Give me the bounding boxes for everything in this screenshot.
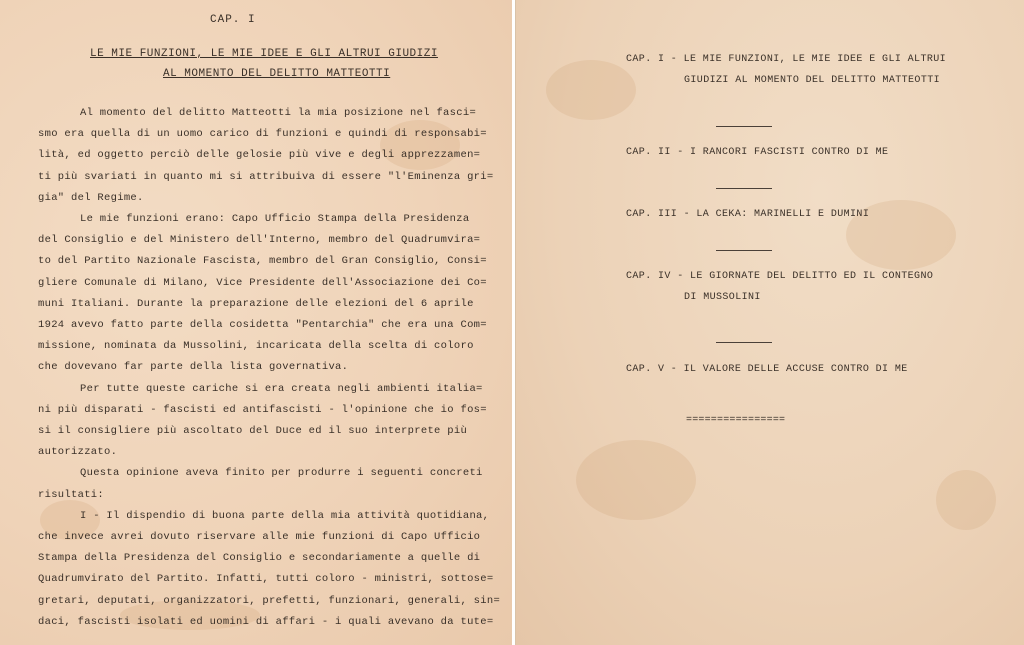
body-line: gliere Comunale di Milano, Vice Presidente dell'Associazione dei Co=	[38, 276, 487, 289]
body-line: Le mie funzioni erano: Capo Ufficio Stampa della Presidenza	[80, 213, 470, 225]
toc-entry-line: CAP. I - LE MIE FUNZIONI, LE MIE IDEE E GLI ALTRUI	[626, 54, 947, 65]
end-mark: ================	[686, 415, 786, 426]
toc-entry-line: CAP. III - LA CEKA: MARINELLI E DUMINI	[626, 209, 870, 220]
body-line: gia" del Regime.	[38, 191, 144, 204]
body-line: daci, fascisti isolati ed uomini di affari - i quali avevano da tute=	[38, 615, 494, 628]
body-line: che dovevano far parte della lista governativa.	[38, 361, 349, 374]
toc-separator	[716, 126, 772, 127]
body-line: missione, nominata da Mussolini, incaricata della scelta di coloro	[38, 340, 474, 353]
body-line: ni più disparati - fascisti ed antifascisti - l'opinione che io fos=	[38, 403, 487, 416]
body-line: risultati:	[38, 488, 105, 501]
body-line: che invece avrei dovuto riservare alle mie funzioni di Capo Ufficio	[38, 531, 481, 543]
body-line: Al momento del delitto Matteotti la mia posizione nel fasci=	[80, 107, 477, 119]
toc-entry-line: DI MUSSOLINI	[684, 292, 761, 303]
body-line: Questa opinione aveva finito per produrre i seguenti concreti	[80, 467, 483, 480]
toc-entry-line: GIUDIZI AL MOMENTO DEL DELITTO MATTEOTTI	[684, 75, 941, 86]
right-page	[515, 0, 1024, 645]
body-line: I - Il dispendio di buona parte della mia attività quotidiana,	[80, 509, 490, 522]
toc-separator	[716, 342, 772, 343]
body-line: Per tutte queste cariche si era creata negli ambienti italia=	[80, 382, 483, 395]
chapter-title-line-2: AL MOMENTO DEL DELITTO MATTEOTTI	[163, 68, 391, 80]
body-line: smo era quella di un uomo carico di funzioni e quindi di responsabi=	[38, 128, 487, 141]
body-line: muni Italiani. Durante la preparazione delle elezioni del 6 aprile	[38, 297, 474, 310]
body-line: to del Partito Nazionale Fascista, membro del Gran Consiglio, Consi=	[38, 255, 487, 268]
toc-entry-line: CAP. IV - LE GIORNATE DEL DELITTO ED IL CONTEGNO	[626, 271, 934, 282]
body-line: del Consiglio e del Ministero dell'Interno, membro del Quadrumvira=	[38, 234, 481, 247]
chapter-title-line-1: LE MIE FUNZIONI, LE MIE IDEE E GLI ALTRUI GIUDIZI	[90, 48, 438, 60]
body-line: autorizzato.	[38, 446, 118, 459]
toc-separator	[716, 250, 772, 251]
body-line: gretari, deputati, organizzatori, prefetti, funzionari, generali, sin=	[38, 594, 501, 607]
body-line: ti più svariati in quanto mi si attribuiva di essere "l'Eminenza gri=	[38, 170, 494, 183]
body-line: si il consigliere più ascoltato del Duce ed il suo interprete più	[38, 425, 468, 437]
body-line: 1924 avevo fatto parte della cosidetta "Pentarchia" che era una Com=	[38, 319, 487, 331]
body-line: Quadrumvirato del Partito. Infatti, tutti coloro - ministri, sottose=	[38, 573, 494, 586]
toc-entry-line: CAP. II - I RANCORI FASCISTI CONTRO DI ME	[626, 147, 889, 158]
body-line: lità, ed oggetto perciò delle gelosie più vive e degli apprezzamen=	[38, 149, 481, 162]
toc-entry-line: CAP. V - IL VALORE DELLE ACCUSE CONTRO DI ME	[626, 364, 908, 375]
chapter-heading: CAP. I	[210, 14, 256, 26]
body-line: Stampa della Presidenza del Consiglio e secondariamente a quelle di	[38, 552, 481, 565]
toc-separator	[716, 188, 772, 189]
